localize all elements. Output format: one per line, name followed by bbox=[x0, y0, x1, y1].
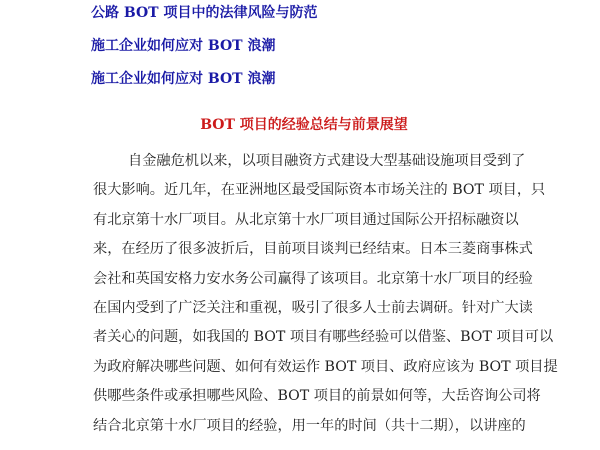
paragraph-line: 很大影响。近几年，在亚洲地区最受国际资本市场关注的 BOT 项目，只 bbox=[93, 182, 546, 199]
paragraph-line: 来，在经历了很多波折后，目前项目谈判已经结束。日本三菱商事株式 bbox=[93, 241, 533, 258]
paragraph-line: 有北京第十水厂项目。从北京第十水厂项目通过国际公开招标融资以 bbox=[93, 211, 519, 228]
related-links-list bbox=[91, 6, 317, 105]
paragraph-line: 结合北京第十水厂项目的经验，用一年的时间（共十二期），以讲座的 bbox=[93, 417, 526, 434]
related-link-construction-bot-2[interactable]: 施工企业如何应对 BOT 浪潮 bbox=[91, 71, 276, 87]
paragraph-line: 会社和英国安格力安水务公司赢得了该项目。北京第十水厂项目的经验 bbox=[93, 270, 533, 287]
related-link-construction-bot-1[interactable]: 施工企业如何应对 BOT 浪潮 bbox=[91, 38, 276, 54]
article-body bbox=[93, 147, 558, 441]
article-title: BOT 项目的经验总结与前景展望 bbox=[200, 117, 408, 133]
paragraph-line: 供哪些条件或承担哪些风险、BOT 项目的前景如何等，大岳咨询公司将 bbox=[93, 388, 541, 405]
related-link-legal-risks[interactable]: 公路 BOT 项目中的法律风险与防范 bbox=[91, 5, 318, 21]
paragraph-line: 在国内受到了广泛关注和重视，吸引了很多人士前去调研。针对广大读 bbox=[93, 299, 533, 316]
paragraph-line: 者关心的问题，如我国的 BOT 项目有哪些经验可以借鉴、BOT 项目可以 bbox=[93, 329, 554, 346]
paragraph-line: 为政府解决哪些问题、如何有效运作 BOT 项目、政府应该为 BOT 项目提 bbox=[93, 358, 558, 375]
paragraph-line: 自金融危机以来，以项目融资方式建设大型基础设施项目受到了 bbox=[128, 153, 526, 169]
